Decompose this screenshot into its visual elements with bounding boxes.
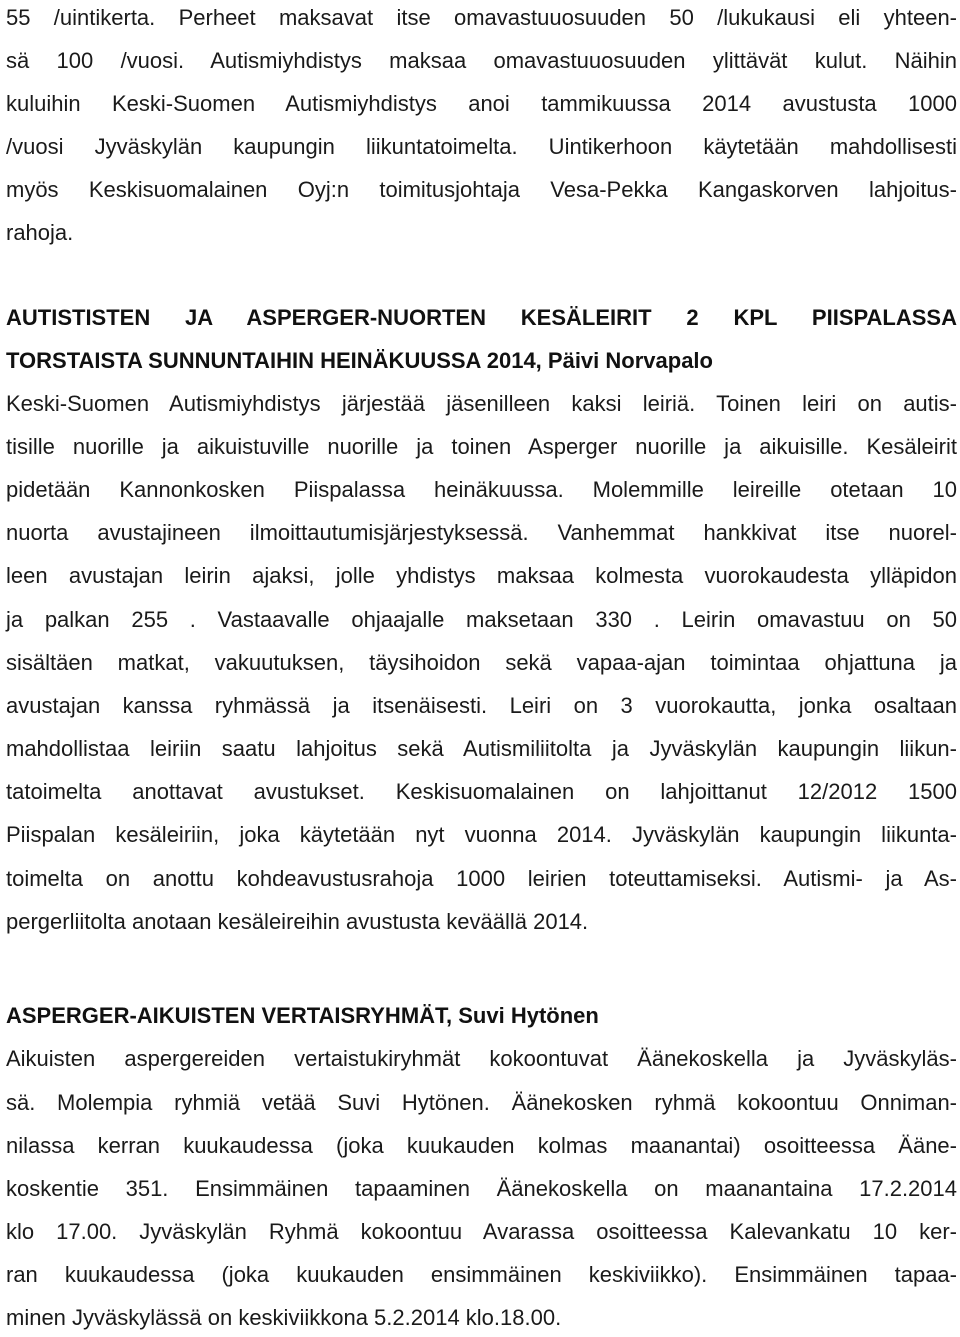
text-line: mahdollistaa leiriin saatu lahjoitus sekä Autismiliitolta ja Jyväskylän kaupungin liikun- [6,736,957,761]
section-heading: TORSTAISTA SUNNUNTAIHIN HEINÄKUUSSA 2014, Päivi Norvapalo [6,348,713,373]
text-line: pergerliitolta anotaan kesäleireihin avustusta keväällä 2014. [6,909,589,934]
text-line: pidetään Kannonkosken Piispalassa heinäkuussa. Molemmille leireille otetaan 10 [6,477,957,502]
text-line: avustajan kanssa ryhmässä ja itsenäisesti. Leiri on 3 vuorokautta, jonka osaltaan [6,693,957,718]
section-heading: ASPERGER-AIKUISTEN VERTAISRYHMÄT, Suvi Hytönen [6,1003,599,1028]
text-line: Piispalan kesäleiriin, joka käytetään nyt vuonna 2014. Jyväskylän kaupungin liikunta- [6,822,957,847]
section-heading: AUTISTISTEN JA ASPERGER-NUORTEN KESÄLEIRIT 2 KPL PIISPALASSA [6,305,957,330]
text-line: tisille nuorille ja aikuistuville nuorille ja toinen Asperger nuorille ja aikuisille. Kesäleirit [6,434,957,459]
text-line: minen Jyväskylässä on keskiviikkona 5.2.2014 klo.18.00. [6,1305,562,1330]
text-line: nilassa kerran kuukaudessa (joka kuukauden kolmas maanantai) osoitteessa Ääne- [6,1133,957,1158]
text-line: myös Keskisuomalainen Oyj:n toimitusjohtaja Vesa-Pekka Kangaskorven lahjoitus- [6,177,957,202]
text-line: kuluihin Keski-Suomen Autismiyhdistys anoi tammikuussa 2014 avustusta 1000 [6,91,957,116]
text-line: leen avustajan leirin ajaksi, jolle yhdistys maksaa kolmesta vuorokaudesta ylläpidon [6,563,957,588]
text-line: koskentie 351. Ensimmäinen tapaaminen Äänekoskella on maanantaina 17.2.2014 [6,1176,957,1201]
text-line: sä 100 /vuosi. Autismiyhdistys maksaa omavastuuosuuden ylittävät kulut. Näihin [6,48,957,73]
text-line: /vuosi Jyväskylän kaupungin liikuntatoimelta. Uintikerhoon käytetään mahdollisesti [6,134,957,159]
text-line: Aikuisten aspergereiden vertaistukiryhmät kokoontuvat Äänekoskella ja Jyväskyläs- [6,1046,957,1071]
text-line: sisältäen matkat, vakuutuksen, täysihoidon sekä vapaa-ajan toimintaa ohjattuna ja [6,650,957,675]
text-line: Keski-Suomen Autismiyhdistys järjestää jäsenilleen kaksi leiriä. Toinen leiri on autis- [6,391,957,416]
text-line: ja palkan 255 . Vastaavalle ohjaajalle maksetaan 330 . Leirin omavastuu on 50 [6,607,957,632]
text-line: ran kuukaudessa (joka kuukauden ensimmäinen keskiviikko). Ensimmäinen tapaa- [6,1262,957,1287]
text-line: toimelta on anottu kohdeavustusrahoja 1000 leirien toteuttamiseksi. Autismi- ja As- [6,866,957,891]
text-line: 55 /uintikerta. Perheet maksavat itse omavastuuosuuden 50 /lukukausi eli yhteen- [6,5,957,30]
text-line: sä. Molempia ryhmiä vetää Suvi Hytönen. Äänekosken ryhmä kokoontuu Onniman- [6,1090,957,1115]
text-line: nuorta avustajineen ilmoittautumisjärjestyksessä. Vanhemmat hankkivat itse nuorel- [6,520,957,545]
text-line: rahoja. [6,220,74,245]
text-line: tatoimelta anottavat avustukset. Keskisuomalainen on lahjoittanut 12/2012 1500 [6,779,957,804]
text-line: klo 17.00. Jyväskylän Ryhmä kokoontuu Avarassa osoitteessa Kalevankatu 10 ker- [6,1219,957,1244]
